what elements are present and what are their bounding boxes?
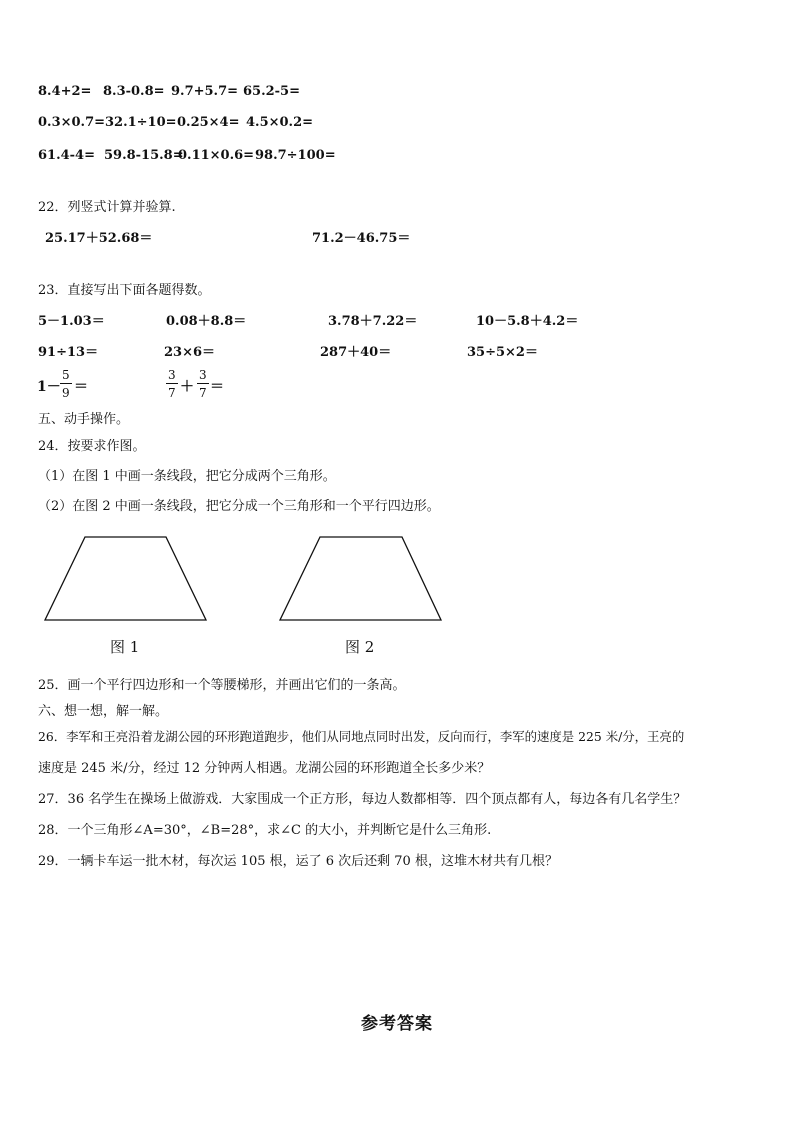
fraction-3-7-b-denominator: 7 — [199, 386, 207, 400]
question-26-line-1: 26．李军和王亮沿着龙湖公园的环形跑道跑步，他们从同地点同时出发，反向而行，李军的速度是 225 米/分，王亮的 — [38, 729, 685, 744]
calc-0-25-times-4: 0.25×4= — [177, 115, 240, 130]
question-23-r2-c1: 91÷13＝ — [38, 345, 99, 360]
question-23-r2-c2: 23×6＝ — [164, 345, 216, 360]
fraction-2-equals: ＝ — [210, 379, 224, 395]
trapezoid-figure-2 — [280, 537, 441, 620]
trapezoid-figure-1 — [45, 537, 206, 620]
fraction-1-whole: 1－ — [37, 379, 61, 395]
calc-59-8-minus-15-8: 59.8-15.8= — [104, 148, 184, 163]
calc-8-3-minus-0-8: 8.3-0.8= — [103, 84, 165, 99]
fraction-3-7-b-numerator: 3 — [199, 368, 207, 382]
fraction-3-7-a-numerator: 3 — [168, 368, 176, 382]
question-23-r1-c3: 3.78＋7.22＝ — [328, 314, 418, 329]
question-23-r1-c4: 10－5.8＋4.2＝ — [476, 314, 579, 329]
calc-0-3-times-0-7: 0.3×0.7= — [38, 115, 106, 130]
question-29: 29．一辆卡车运一批木材，每次运 105 根，运了 6 次后还剩 70 根，这堆木材共有几根？ — [38, 854, 558, 869]
fraction-5-9-denominator: 9 — [62, 386, 70, 400]
question-24-title: 24．按要求作图。 — [38, 439, 146, 454]
section-5-heading: 五、动手操作。 — [38, 412, 130, 427]
fraction-5-9-numerator: 5 — [62, 368, 70, 382]
calc-98-7-div-100: 98.7÷100= — [255, 148, 336, 163]
calc-9-7-plus-5-7: 9.7+5.7= — [171, 84, 239, 99]
question-27: 27．36 名学生在操场上做游戏．大家围成一个正方形，每边人数都相等．四个顶点都有人，每边各有几名学生？ — [38, 792, 687, 807]
question-23-r1-c2: 0.08＋8.8＝ — [166, 314, 247, 329]
question-22-item-1: 25.17＋52.68＝ — [45, 231, 153, 246]
answers-heading: 参考答案 — [361, 1014, 433, 1034]
question-24-part-2: （2）在图 2 中画一条线段，把它分成一个三角形和一个平行四边形。 — [38, 499, 440, 514]
calc-32-1-div-10: 32.1÷10= — [105, 115, 177, 130]
question-23-r2-c4: 35÷5×2＝ — [467, 345, 538, 360]
question-23-r2-c3: 287＋40＝ — [320, 345, 392, 360]
calc-65-2-minus-5: 65.2-5= — [243, 84, 300, 99]
question-23-r1-c1: 5－1.03＝ — [38, 314, 105, 329]
question-25: 25．画一个平行四边形和一个等腰梯形，并画出它们的一条高。 — [38, 678, 406, 693]
figure-1-caption: 图 1 — [110, 638, 140, 656]
fraction-1-equals: ＝ — [74, 379, 88, 395]
fraction-3-7-a-denominator: 7 — [168, 386, 176, 400]
fraction-2-plus: ＋ — [180, 379, 194, 395]
question-22-item-2: 71.2－46.75＝ — [312, 231, 411, 246]
question-24-part-1: （1）在图 1 中画一条线段，把它分成两个三角形。 — [38, 469, 336, 484]
question-22-title: 22．列竖式计算并验算. — [38, 200, 176, 215]
calc-4-5-times-0-2: 4.5×0.2= — [246, 115, 314, 130]
section-6-heading: 六、想一想，解一解。 — [38, 704, 169, 719]
calc-61-4-minus-4: 61.4-4= — [38, 148, 95, 163]
figure-2-caption: 图 2 — [345, 638, 375, 656]
calc-8-4-plus-2: 8.4+2= — [38, 84, 92, 99]
question-23-title: 23．直接写出下面各题得数。 — [38, 283, 211, 298]
question-28: 28．一个三角形∠A=30°，∠B=28°，求∠C 的大小，并判断它是什么三角形. — [38, 823, 492, 838]
question-26-line-2: 速度是 245 米/分，经过 12 分钟两人相遇。龙湖公园的环形跑道全长多少米？ — [38, 761, 491, 776]
calc-0-11-times-0-6: 0.11×0.6= — [178, 148, 255, 163]
